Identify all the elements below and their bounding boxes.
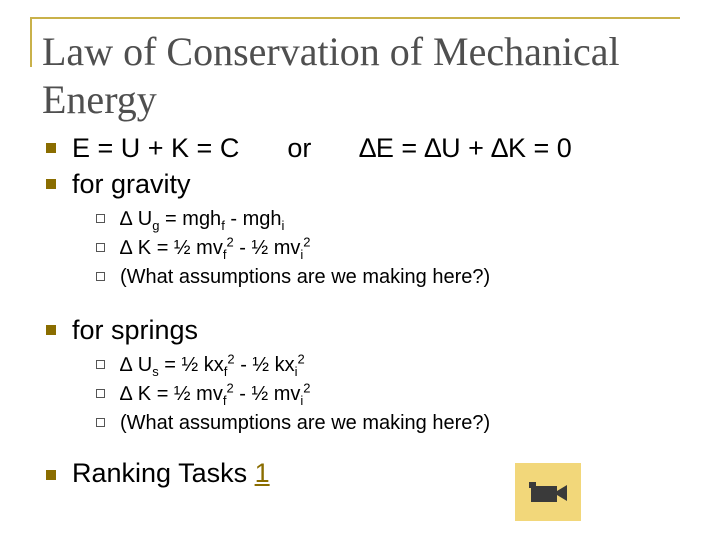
ranking-tasks-line <box>72 457 270 489</box>
gravity-kinetic-change: ∆ K = ½ $mv_f^2$ - ½ $mv_i^2$ <box>120 234 311 262</box>
sub-bullet <box>96 360 105 369</box>
sub-bullet <box>96 272 105 281</box>
delta-equation: ∆E = ∆U + ∆K = 0 <box>359 133 572 163</box>
bullet-square <box>46 470 56 480</box>
bullet-square <box>46 325 56 335</box>
frame-left-line <box>30 17 32 67</box>
gravity-assumptions-question: (What assumptions are we making here?) <box>120 266 491 288</box>
video-media-button[interactable] <box>515 463 581 521</box>
bullet-square <box>46 143 56 153</box>
slide-title: Law of Conservation of Mechanical Energy <box>42 29 620 122</box>
video-camera-icon <box>529 482 569 504</box>
sub-bullet <box>96 243 105 252</box>
spring-potential-change: ∆ $U_s$ = ½ $kx_f^2$ - ½ $kx_i^2$ <box>120 351 305 379</box>
sub-bullet <box>96 214 105 223</box>
energy-equation-left: E = U + K = C <box>72 133 240 163</box>
sub-bullet <box>96 389 105 398</box>
springs-heading: for springs <box>72 315 199 345</box>
or-connector: or <box>287 133 312 163</box>
spring-kinetic-change: ∆ K = ½ $mv_f^2$ - ½ $mv_i^2$ <box>120 380 311 408</box>
spring-assumptions-question: (What assumptions are we making here?) <box>120 412 491 434</box>
sub-bullet <box>96 418 105 427</box>
energy-equation-line <box>72 132 572 164</box>
gravity-potential-change: ∆ $U_g = mgh_f - mgh_i$ <box>120 208 285 233</box>
gravity-heading: for gravity <box>72 169 191 199</box>
bullet-square <box>46 179 56 189</box>
frame-top-line <box>30 17 680 19</box>
ranking-tasks-link[interactable]: 1 <box>254 458 270 488</box>
ranking-tasks-label: Ranking Tasks <box>72 458 255 488</box>
